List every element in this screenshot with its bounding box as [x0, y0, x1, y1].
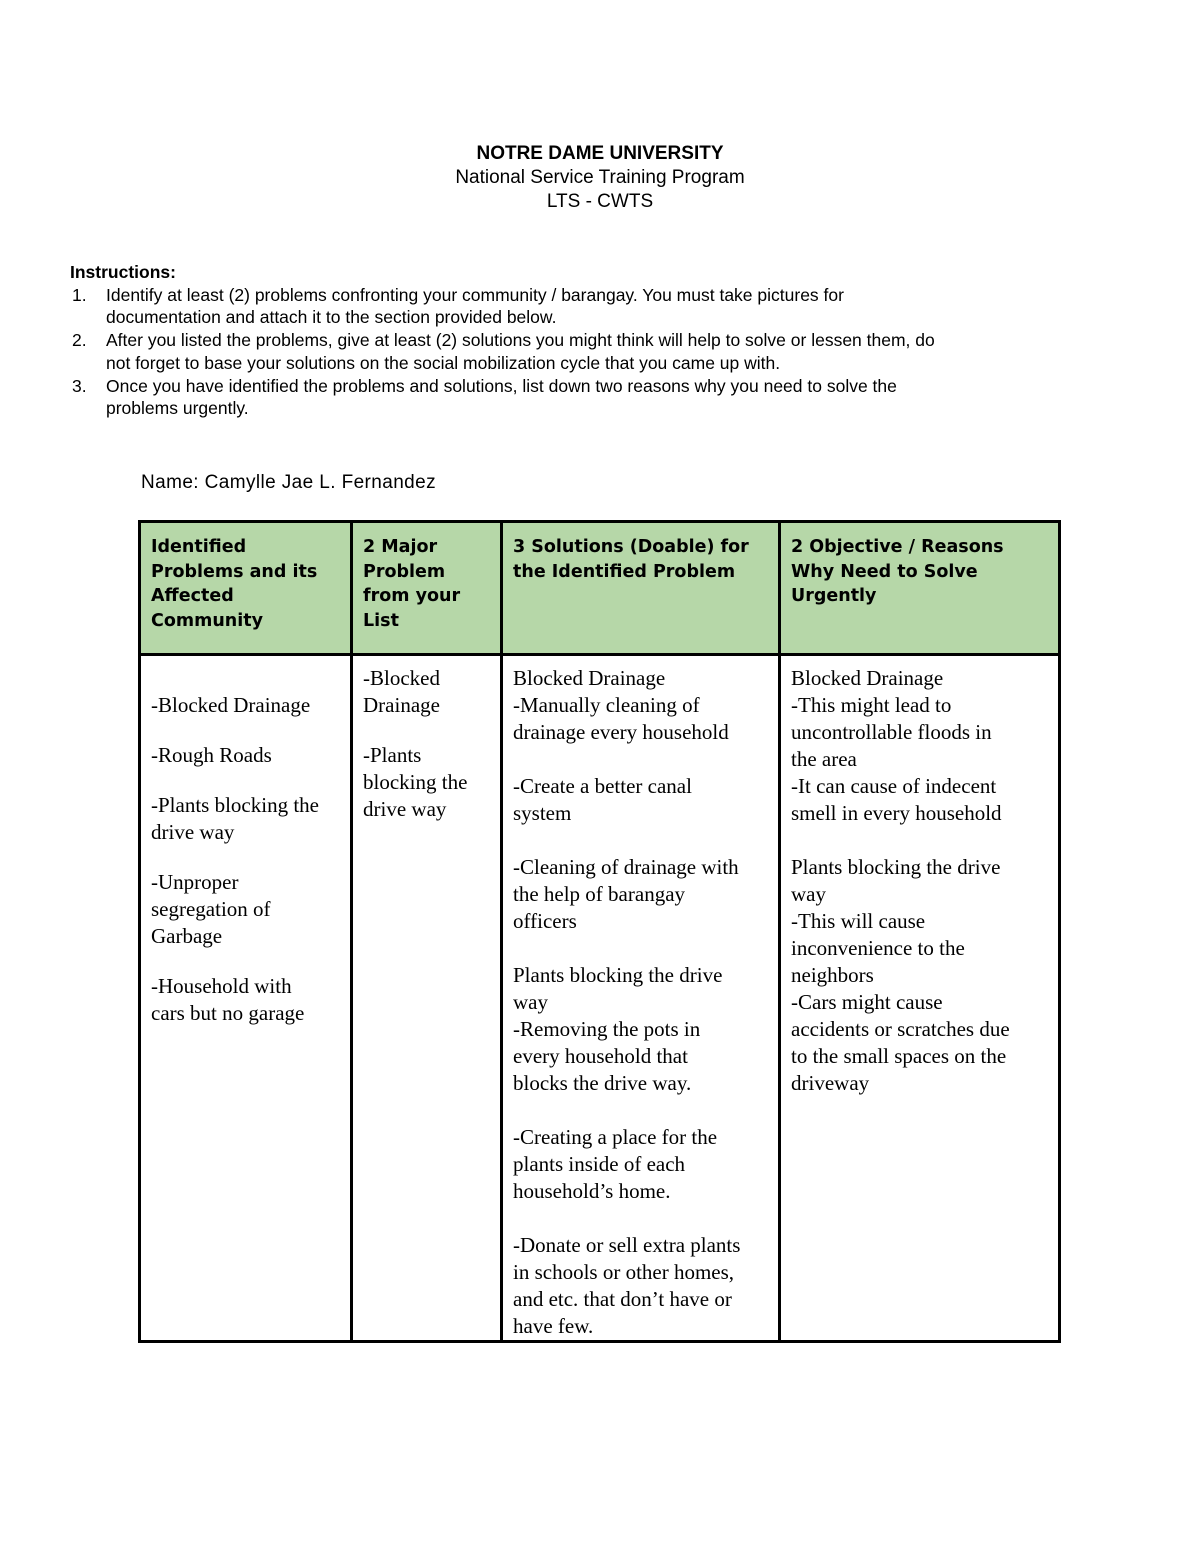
cell-line: cars but no garage — [151, 1001, 305, 1025]
cell-line: system — [513, 801, 572, 825]
table-row — [140, 655, 1060, 1342]
cell-line: -Create a better canal — [513, 774, 692, 798]
instruction-number: 2. — [72, 330, 87, 351]
cell-line: -Blocked — [363, 666, 440, 690]
cell-line: way — [791, 882, 826, 906]
cell-line: -Plants — [363, 743, 422, 767]
cell-line: Plants blocking the drive — [791, 855, 1001, 879]
cell-line: smell in every household — [791, 801, 1002, 825]
cell-line: -Household with — [151, 974, 292, 998]
cell-line: Blocked Drainage — [791, 666, 944, 690]
instruction-number: 1. — [72, 284, 87, 305]
instruction-line: not forget to base your solutions on the social mobilization cycle that you came up with. — [106, 352, 781, 373]
instructions-section — [70, 261, 1070, 420]
list-item — [151, 742, 341, 769]
list-item — [513, 665, 769, 746]
cell-line: -This might lead to — [791, 693, 952, 717]
list-item — [513, 1124, 769, 1205]
header-line: Problem — [363, 561, 446, 582]
header-line: Affected — [151, 586, 234, 606]
header-line: 2 Objective / Reasons — [791, 537, 1004, 557]
cell-line: and etc. that don’t have or — [513, 1287, 732, 1311]
cell-line: way — [513, 990, 548, 1014]
cell-solutions — [502, 655, 780, 1342]
list-item — [151, 869, 341, 950]
header-major-problem — [352, 522, 502, 655]
cell-line: uncontrollable floods in — [791, 720, 992, 744]
program-name: National Service Training Program — [455, 167, 745, 188]
cell-line: plants inside of each — [513, 1152, 686, 1176]
cell-line: -Unproper — [151, 870, 239, 894]
list-item — [513, 1232, 769, 1340]
list-item — [151, 692, 341, 719]
cell-reasons — [780, 655, 1060, 1342]
cell-line: have few. — [513, 1314, 594, 1338]
list-item — [513, 773, 769, 827]
header-line: Community — [151, 610, 264, 631]
cell-line: blocks the drive way. — [513, 1071, 692, 1095]
list-item — [151, 792, 341, 846]
cell-line: -Manually cleaning of — [513, 693, 700, 717]
list-item — [513, 962, 769, 1097]
cell-line: every household that — [513, 1044, 688, 1068]
list-item — [363, 742, 491, 823]
header-identified-problems — [140, 522, 352, 655]
instruction-line: documentation and attach it to the section provided below. — [106, 307, 557, 328]
cell-line: Garbage — [151, 924, 223, 948]
cell-line: accidents or scratches due — [791, 1017, 1010, 1041]
instruction-item — [70, 284, 1070, 329]
problems-table-wrapper — [138, 520, 1058, 1342]
cell-line: Drainage — [363, 693, 440, 717]
header-line: Urgently — [791, 586, 877, 606]
cell-line: -Blocked Drainage — [151, 693, 311, 717]
list-item — [363, 665, 491, 719]
instruction-line: After you listed the problems, give at least (2) solutions you might think will help to solve or lessen them, do — [106, 330, 935, 351]
header-line: from your — [363, 586, 461, 606]
cell-line: inconvenience to the — [791, 936, 965, 960]
university-name: NOTRE DAME UNIVERSITY — [476, 143, 724, 164]
instruction-item — [70, 375, 1070, 420]
header-reasons — [780, 522, 1060, 655]
problems-table — [138, 520, 1061, 1343]
header-line: 3 Solutions (Doable) for — [513, 537, 749, 557]
header-line: List — [363, 610, 399, 631]
list-item — [791, 854, 1049, 1097]
cell-line: the help of barangay — [513, 882, 686, 906]
cell-line: driveway — [791, 1071, 870, 1095]
cell-major-problems — [352, 655, 502, 1342]
document-header — [0, 141, 1200, 214]
cell-line: to the small spaces on the — [791, 1044, 1007, 1068]
cell-line: drive way — [363, 797, 447, 821]
cell-line: neighbors — [791, 963, 874, 987]
cell-line: drive way — [151, 820, 235, 844]
instructions-title: Instructions: — [70, 262, 176, 282]
instruction-line: Once you have identified the problems and solutions, list down two reasons why you need to solve the — [106, 375, 897, 396]
list-item — [151, 973, 341, 1027]
header-line: Why Need to Solve — [791, 561, 978, 582]
table-header-row — [140, 522, 1060, 655]
cell-line: household’s home. — [513, 1179, 671, 1203]
cell-line: -Rough Roads — [151, 743, 272, 767]
instruction-line: Identify at least (2) problems confronting your community / barangay. You must take pictures for — [106, 284, 844, 305]
list-item — [513, 854, 769, 935]
instruction-number: 3. — [72, 375, 87, 396]
cell-line: officers — [513, 909, 577, 933]
cell-line: drainage every household — [513, 720, 729, 744]
cell-line: -Creating a place for the — [513, 1125, 718, 1149]
cell-line: Blocked Drainage — [513, 666, 666, 690]
component-name: LTS - CWTS — [546, 191, 654, 212]
header-line: Identified — [151, 537, 247, 557]
cell-line: Plants blocking the drive — [513, 963, 723, 987]
cell-line: -This will cause — [791, 909, 926, 933]
cell-line: -Removing the pots in — [513, 1017, 701, 1041]
cell-line: the area — [791, 747, 857, 771]
cell-line: in schools or other homes, — [513, 1260, 735, 1284]
cell-identified-problems — [140, 655, 352, 1342]
header-line: 2 Major — [363, 537, 438, 557]
list-item — [791, 665, 1049, 827]
cell-line: -Cleaning of drainage with — [513, 855, 739, 879]
cell-line: -Cars might cause — [791, 990, 943, 1014]
header-line: Problems and its — [151, 561, 318, 582]
cell-line: segregation of — [151, 897, 271, 921]
cell-line: -Donate or sell extra plants — [513, 1233, 741, 1257]
instructions-list — [70, 284, 1070, 420]
cell-line: -Plants blocking the — [151, 793, 319, 817]
header-line: the Identified Problem — [513, 561, 736, 582]
header-solutions — [502, 522, 780, 655]
cell-line: -It can cause of indecent — [791, 774, 997, 798]
instruction-line: problems urgently. — [106, 398, 249, 419]
cell-line: blocking the — [363, 770, 468, 794]
instruction-item — [70, 329, 1070, 374]
student-name: Name: Camylle Jae L. Fernandez — [141, 472, 437, 493]
